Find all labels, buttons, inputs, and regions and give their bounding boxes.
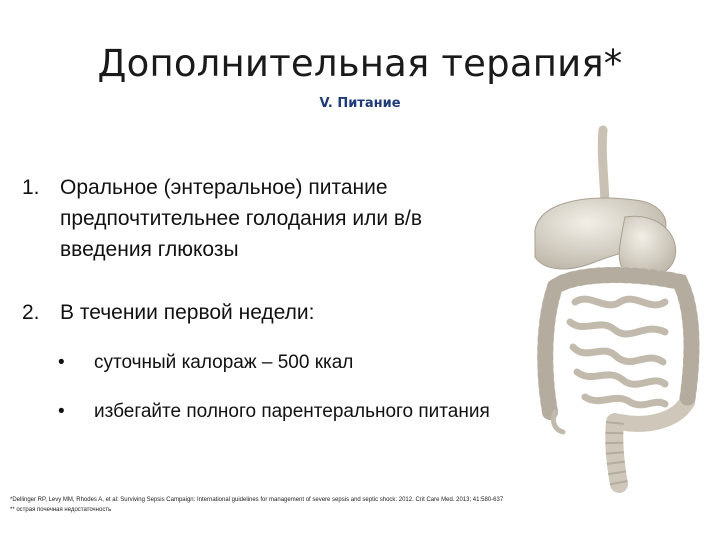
bullet-text: избегайте полного парентерального питания: [94, 401, 490, 422]
footnote-reference: *Dellinger RP, Levy MM, Rhodes A, et al: Surviving Sepsis Campaign: International guidelines for management of severe sepsis and septic shock: 2012. Crit Care Med. 2013; 41:580-637: [10, 497, 504, 503]
bullet-symbol: •: [58, 352, 65, 373]
digestive-system-icon: [515, 122, 720, 497]
bullet-text: суточный калораж – 500 ккал: [94, 352, 354, 373]
footnote-abbreviation: ** острая почечная недостаточность: [10, 507, 112, 513]
slide-subtitle: V. Питание: [319, 96, 401, 111]
bullet-item-1: [58, 348, 508, 378]
bullet-item-2: [58, 397, 508, 427]
slide-title: Дополнительная терапия*: [97, 42, 623, 85]
list-text: Оральное (энтеральное) питание предпочтительнее голодания или в/в введения глюкозы: [60, 176, 423, 261]
list-item-2: [22, 297, 517, 328]
bullet-symbol: •: [58, 401, 65, 422]
list-number: 2.: [22, 301, 40, 324]
list-item-1: [22, 172, 517, 265]
list-number: 1.: [22, 176, 40, 199]
list-text: В течении первой недели:: [60, 301, 315, 324]
